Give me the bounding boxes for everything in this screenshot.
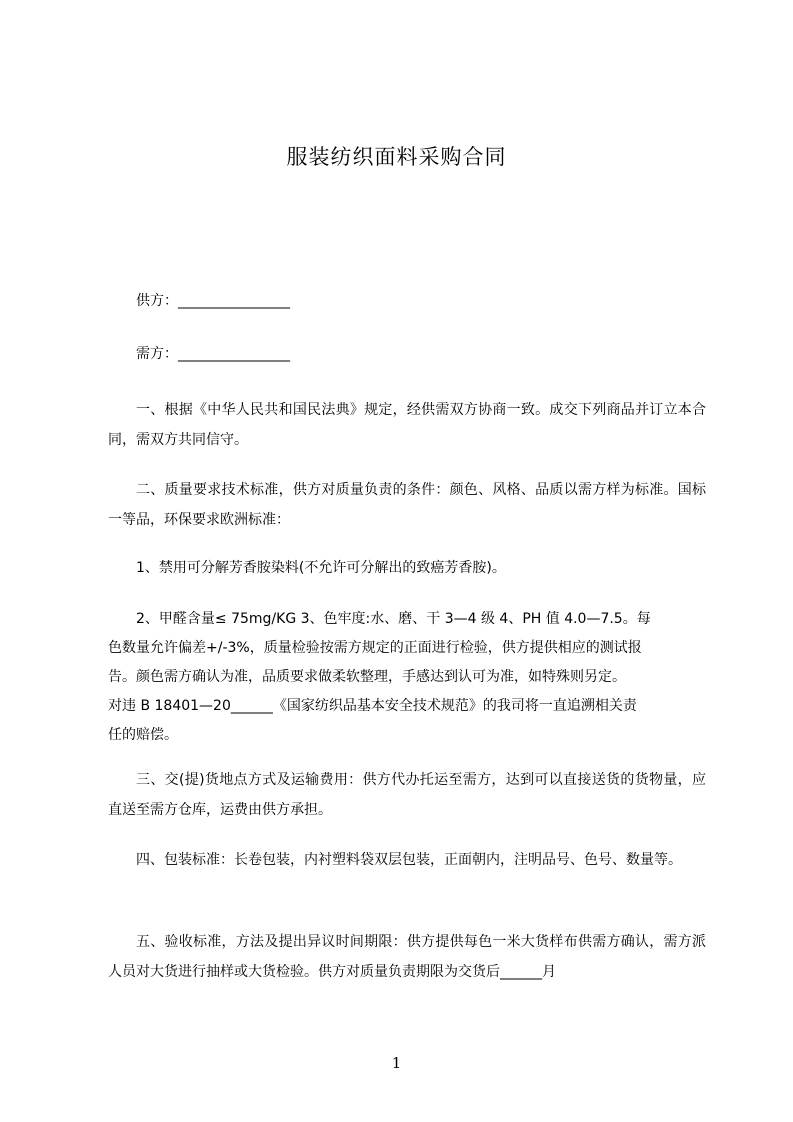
clause-2-item-2-line: 色数量允许偏差+/-3%，质量检验按需方规定的正面进行检验，供方提供相应的测试报 bbox=[108, 640, 642, 656]
supplier-line: 供方：________________ bbox=[136, 293, 290, 309]
clause-1: 一、根据《中华人民共和国民法典》规定，经供需双方协商一致。成交下列商品并订立本合同，需双方共同信守。 bbox=[108, 402, 706, 448]
clause-2-item-2 bbox=[108, 605, 706, 750]
clause-2-item-2-line: 任的赔偿。 bbox=[108, 727, 178, 743]
clause-2-item-1: 1、禁用可分解芳香胺染料(不允许可分解出的致癌芳香胺)。 bbox=[136, 560, 506, 576]
clause-5: 五、验收标准，方法及提出异议时间期限：供方提供每色一米大货样布供需方确认，需方派人员对大货进行抽样或大货检验。供方对质量负责期限为交货后______月 bbox=[108, 934, 706, 980]
page-number: 1 bbox=[391, 1054, 402, 1072]
clause-4: 四、包装标准：长卷包装，内衬塑料袋双层包装，正面朝内，注明品号、色号、数量等。 bbox=[136, 852, 682, 868]
clause-2: 二、质量要求技术标准，供方对质量负责的条件：颜色、风格、品质以需方样为标准。国标一等品，环保要求欧洲标准： bbox=[108, 482, 706, 528]
clause-2-item-2-line: 2、甲醛含量≤ 75mg/KG 3、色牢度:水、磨、干 3—4 级 4、PH 值 4.0—7.5。每 bbox=[136, 611, 651, 627]
buyer-line: 需方：________________ bbox=[136, 346, 290, 362]
document-title: 服装纺织面料采购合同 bbox=[286, 145, 507, 169]
clause-2-item-2-line: 告。颜色需方确认为准，品质要求做柔软整理，手感达到认可为准，如特殊则另定。 bbox=[108, 669, 626, 685]
clause-2-item-2-line: 对违 B 18401—20______《国家纺织品基本安全技术规范》的我司将一直追溯相关责 bbox=[108, 698, 637, 714]
clause-3: 三、交(提)货地点方式及运输费用：供方代办托运至需方，达到可以直接送货的货物量，应直送至需方仓库，运费由供方承担。 bbox=[108, 772, 706, 818]
